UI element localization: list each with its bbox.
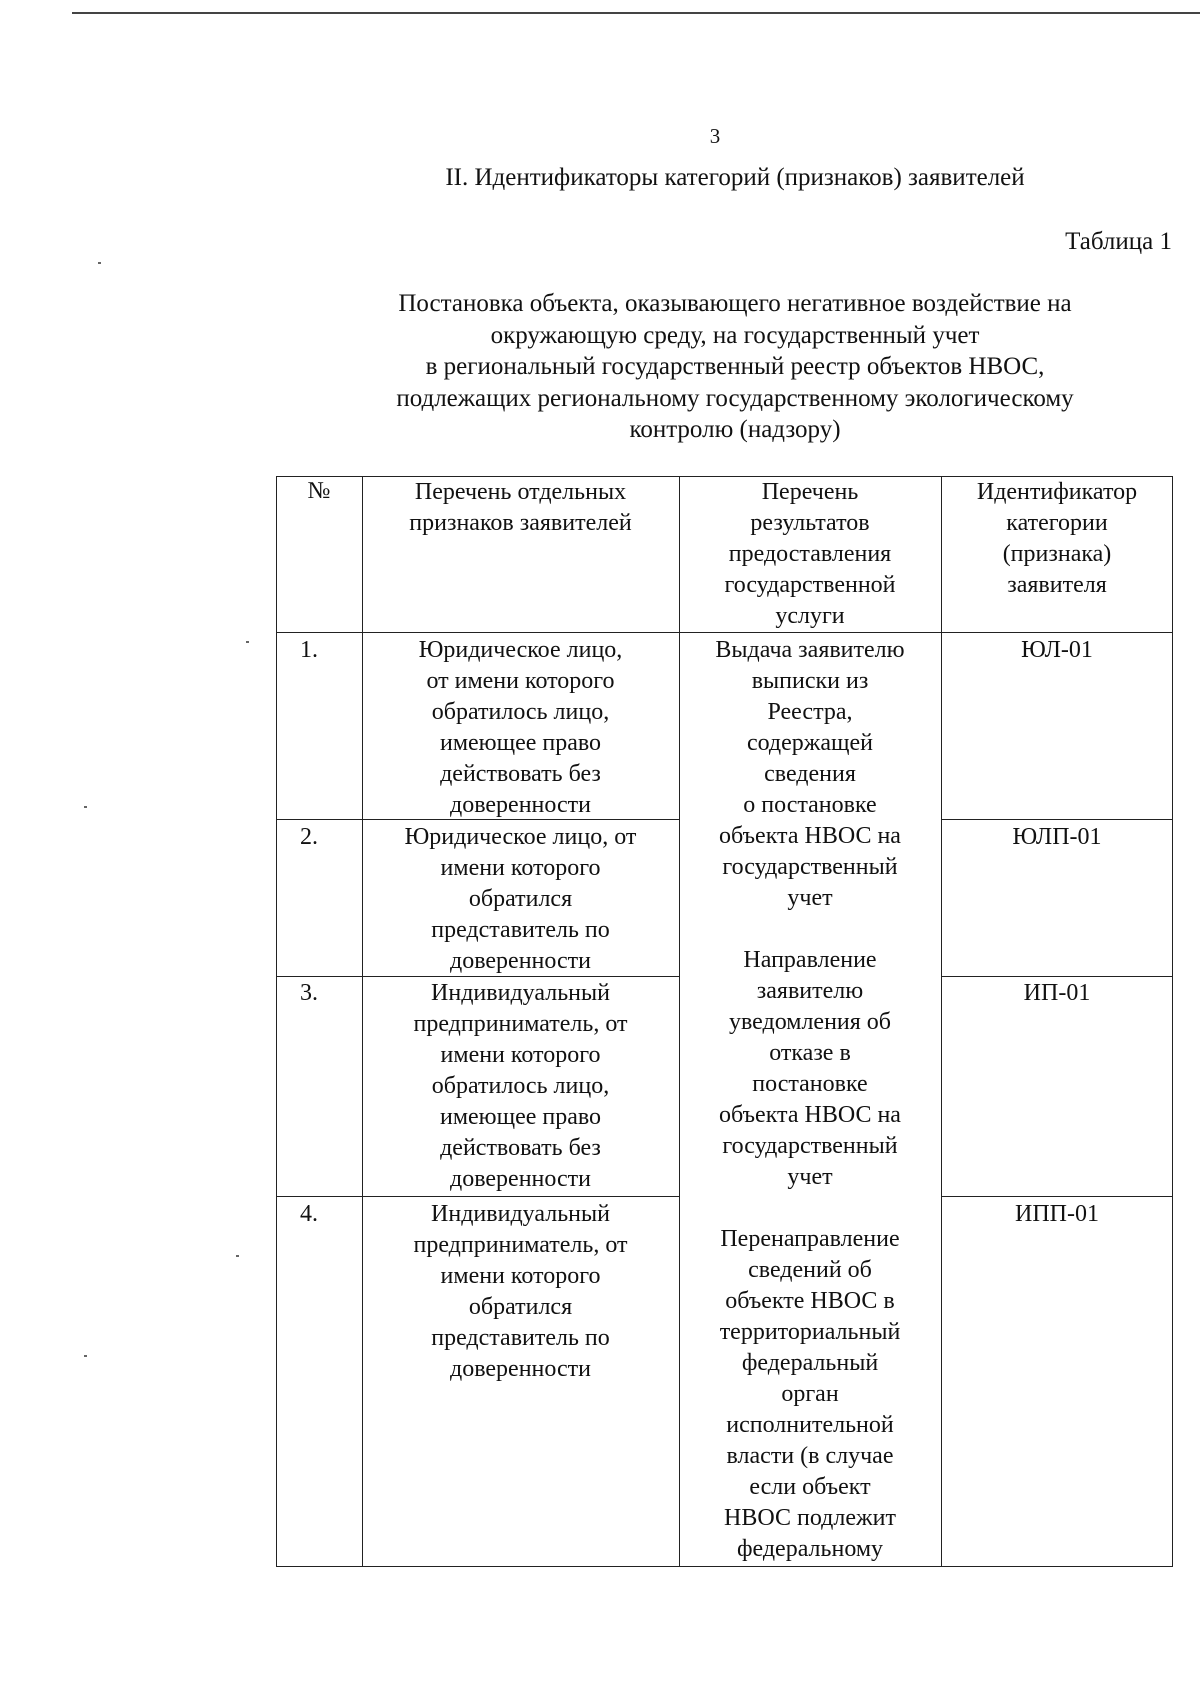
header-line: услуги (775, 603, 845, 629)
row-features (362, 822, 679, 977)
row-identifier: ЮЛП-01 (1012, 824, 1102, 850)
scan-speck (98, 262, 101, 264)
results-line: если объект (749, 1474, 871, 1500)
features-line: имеющее право (439, 1104, 602, 1130)
features-line: доверенности (450, 948, 591, 974)
row-features (362, 635, 679, 821)
features-line: Индивидуальный (431, 980, 610, 1006)
header-line: заявителя (1007, 572, 1107, 598)
header-line: государственной (724, 572, 896, 598)
caption-line: Постановка объекта, оказывающего негативное воздействие на (398, 290, 1072, 317)
results-line: содержащей (746, 730, 874, 756)
features-line: имени которого (440, 855, 601, 881)
results-line: государственный (722, 854, 898, 880)
header-line: категории (1006, 510, 1108, 536)
results-merged-cell (679, 635, 941, 1565)
results-line: Выдача заявителю (715, 637, 905, 663)
features-line: обратилось лицо, (431, 1073, 610, 1099)
features-line: Индивидуальный (431, 1201, 610, 1227)
row-divider (941, 819, 1173, 820)
header-line: (признака) (1002, 541, 1112, 567)
features-line: Юридическое лицо, от (404, 824, 637, 850)
results-line: орган (781, 1381, 839, 1407)
results-line: Реестра, (767, 699, 853, 725)
table-label: Таблица 1 (1065, 228, 1172, 255)
row-divider (941, 1196, 1173, 1197)
features-line: представитель по (431, 917, 610, 943)
table-caption (320, 288, 1150, 446)
row-identifier: ИПП-01 (1015, 1201, 1099, 1227)
caption-line: подлежащих региональному государственному экологическому (396, 384, 1074, 412)
results-line: выписки из (751, 668, 869, 694)
row-divider (941, 976, 1173, 977)
scan-speck (84, 1355, 87, 1357)
row-identifier: ИП-01 (1023, 980, 1091, 1006)
row-features (362, 1199, 679, 1385)
results-line: федеральному (736, 1536, 884, 1562)
row-divider (276, 632, 1173, 633)
header-results (679, 477, 941, 632)
features-line: имеющее право (439, 730, 602, 756)
scan-speck (246, 641, 249, 643)
row-number: 4. (300, 1201, 318, 1227)
page-number: 3 (709, 124, 721, 148)
header-line: предоставления (728, 541, 892, 567)
row-features (362, 978, 679, 1195)
features-line: доверенности (450, 792, 591, 818)
results-line: учет (787, 885, 833, 911)
header-number: № (307, 478, 331, 504)
results-line: территориальный (719, 1319, 901, 1345)
top-rule (72, 12, 1200, 14)
features-line: действовать без (440, 1135, 601, 1161)
results-line: уведомления об (728, 1009, 892, 1035)
results-line: Направление (743, 947, 877, 973)
caption-line: контролю (надзору) (629, 416, 841, 443)
row-identifier: ЮЛ-01 (1021, 637, 1093, 663)
results-line: исполнительной (726, 1412, 894, 1438)
results-line: власти (в случае (726, 1443, 894, 1469)
results-line: объекта НВОС на (719, 1102, 901, 1128)
features-line: обратился (468, 1294, 573, 1320)
results-line: о постановке (743, 792, 877, 818)
features-line: предприниматель, от (413, 1232, 628, 1258)
features-line: обратилось лицо, (431, 699, 610, 725)
features-line: имени которого (440, 1263, 601, 1289)
features-line: доверенности (450, 1166, 591, 1192)
caption-line: окружающую среду, на государственный учет (490, 321, 980, 349)
results-line: государственный (722, 1133, 898, 1159)
features-line: доверенности (450, 1356, 591, 1382)
results-line: федеральный (741, 1350, 879, 1376)
header-features (362, 477, 679, 539)
results-line (679, 914, 941, 945)
results-line: сведений об (748, 1257, 872, 1283)
features-line: имени которого (440, 1042, 601, 1068)
row-number: 2. (300, 824, 318, 850)
results-line: учет (787, 1164, 833, 1190)
features-line: предприниматель, от (413, 1011, 628, 1037)
features-line: обратился (468, 886, 573, 912)
features-line: Юридическое лицо, (418, 637, 623, 663)
header-identifier (941, 477, 1173, 601)
header-line: результатов (750, 510, 870, 536)
results-line (679, 1193, 941, 1224)
features-line: представитель по (431, 1325, 610, 1351)
caption-line: в региональный государственный реестр объектов НВОС, (425, 353, 1045, 380)
header-line: Идентификатор (976, 479, 1138, 505)
header-line: признаков заявителей (409, 510, 632, 536)
results-line: постановке (752, 1071, 868, 1097)
scan-speck (236, 1255, 239, 1257)
results-line: Перенаправление (720, 1226, 900, 1252)
results-line: заявителю (756, 978, 864, 1004)
results-line: объекта НВОС на (719, 823, 901, 849)
row-divider (276, 1196, 680, 1197)
section-title: II. Идентификаторы категорий (признаков) заявителей (445, 164, 1025, 191)
features-line: действовать без (440, 761, 601, 787)
results-line: сведения (764, 761, 856, 787)
row-number: 3. (300, 980, 318, 1006)
results-line: отказе в (769, 1040, 851, 1066)
scan-speck (84, 806, 87, 808)
row-number: 1. (300, 637, 318, 663)
header-line: Перечень отдельных (414, 479, 627, 505)
results-line: объекте НВОС в (725, 1288, 895, 1314)
features-line: от имени которого (426, 668, 615, 694)
header-line: Перечень (761, 479, 859, 505)
results-line: НВОС подлежит (724, 1505, 896, 1531)
